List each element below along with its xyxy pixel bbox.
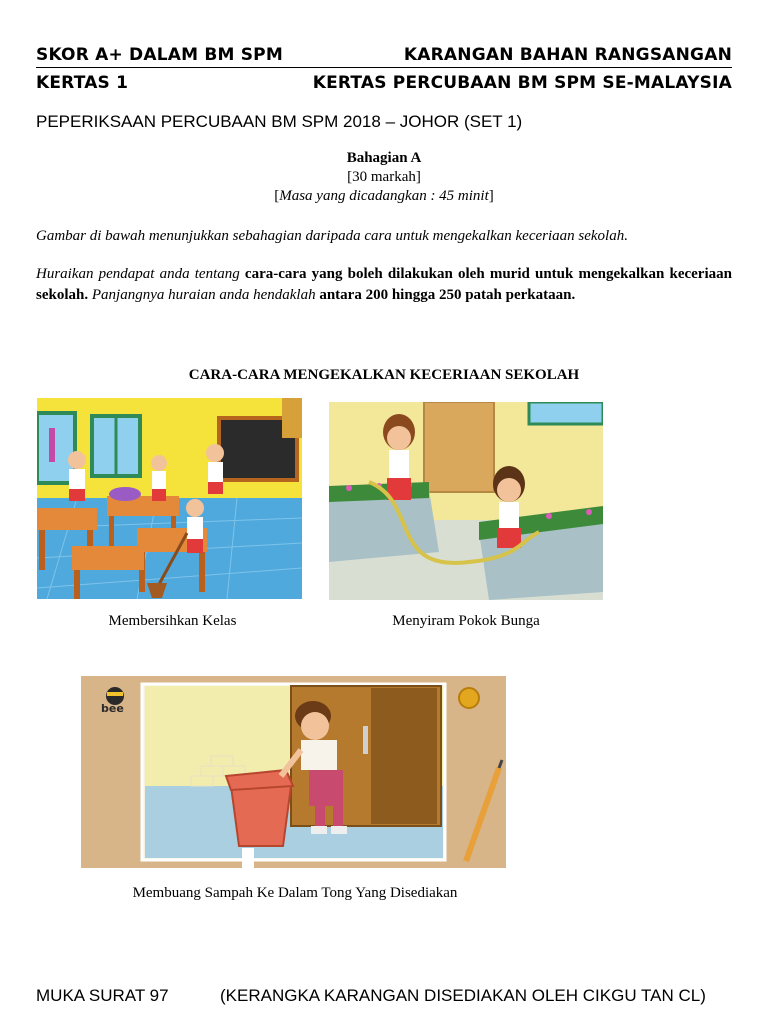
exam-title: PEPERIKSAAN PERCUBAAN BM SPM 2018 – JOHOR (SET 1) [36, 112, 523, 131]
header-left-top: SKOR A+ DALAM BM SPM [36, 45, 283, 65]
header-right-bottom: KERTAS PERCUBAAN BM SPM SE-MALAYSIA [312, 73, 732, 93]
instruction-1: Gambar di bawah menunjukkan sebahagian daripada cara untuk mengekalkan keceriaan sekolah. [36, 228, 628, 244]
section-time: [Masa yang dicadangkan : 45 minit] [274, 188, 494, 204]
footer-credit: (KERANGKA KARANGAN DISEDIAKAN OLEH CIKGU TAN CL) [220, 986, 706, 1005]
throwing-rubbish-illustration [81, 676, 506, 868]
figure-title: CARA-CARA MENGEKALKAN KECERIAAN SEKOLAH [188, 367, 580, 383]
watering-plants-illustration [329, 402, 603, 600]
caption-image-1: Membersihkan Kelas [108, 613, 237, 629]
caption-image-3: Membuang Sampah Ke Dalam Tong Yang Disediakan [132, 885, 458, 901]
section-marks: [30 markah] [347, 169, 421, 185]
header-right-top: KARANGAN BAHAN RANGSANGAN [403, 45, 732, 65]
footer-page-number: MUKA SURAT 97 [36, 986, 169, 1005]
section-name: Bahagian A [346, 150, 422, 166]
classroom-cleaning-illustration [37, 398, 302, 599]
instruction-2: Huraikan pendapat anda tentang cara-cara yang boleh dilakukan oleh murid untuk mengekalkan keceriaan sekolah. Panjangnya huraian anda hendaklah antara 200 hingga 250 patah perkataan. [36, 266, 732, 303]
header-left-bottom: KERTAS 1 [36, 73, 129, 93]
caption-image-2: Menyiram Pokok Bunga [392, 613, 540, 629]
bee-logo: bee [101, 702, 124, 715]
header-rule [36, 67, 732, 68]
